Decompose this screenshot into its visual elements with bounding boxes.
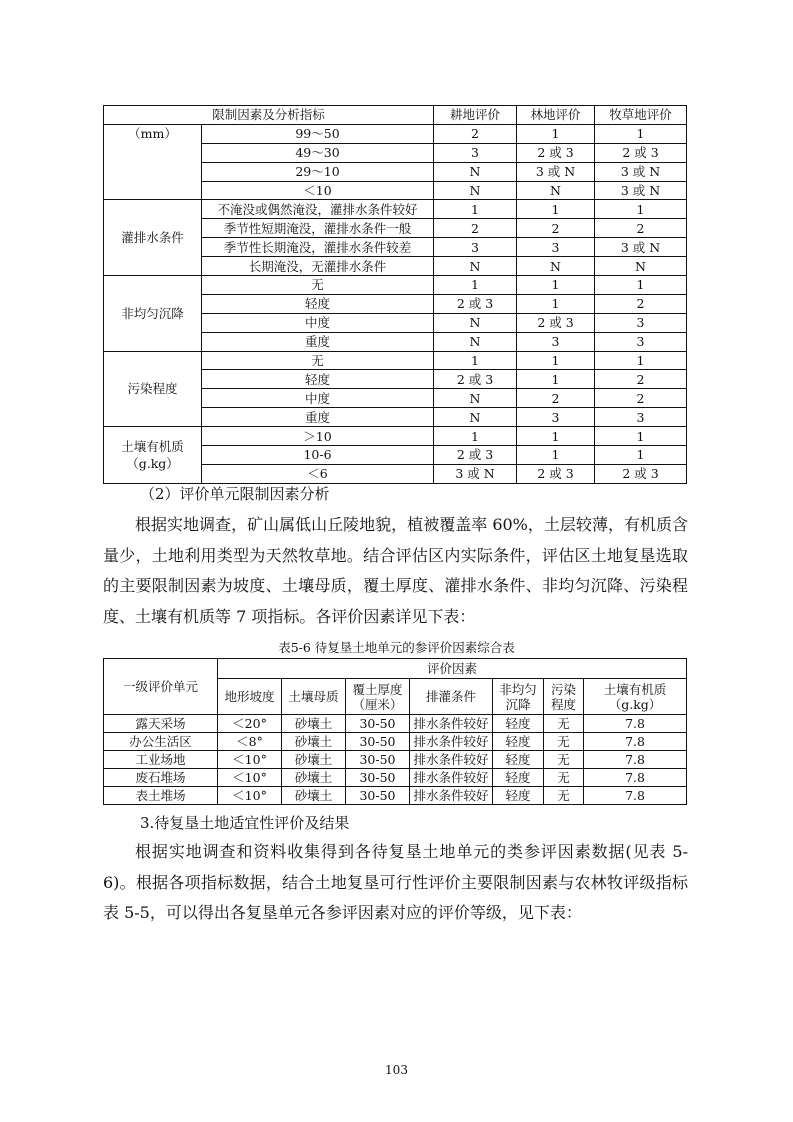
indicator-cell: 99～50 [202, 124, 434, 143]
farm-cell: 3 [434, 238, 517, 257]
parent-cell: 砂壤土 [282, 751, 346, 769]
forest-cell: 1 [517, 351, 595, 370]
unit-cell: 废石堆场 [104, 769, 218, 787]
unit-cell: 露天采场 [104, 715, 218, 733]
grass-cell: 1 [595, 200, 687, 219]
settlement-cell: 轻度 [493, 787, 544, 805]
grass-cell: 3 或 N [595, 181, 687, 200]
slope-cell: ＜20° [218, 715, 282, 733]
forest-cell: 2 [517, 219, 595, 238]
cover-cell: 30-50 [346, 715, 410, 733]
farm-cell: N [434, 162, 517, 181]
forest-cell: 2 或 3 [517, 143, 595, 162]
farm-cell: 3 或 N [434, 464, 517, 483]
forest-cell: 3 或 N [517, 162, 595, 181]
indicator-cell: 轻度 [202, 294, 434, 313]
farm-cell: 2 [434, 219, 517, 238]
grass-cell: 3 [595, 408, 687, 427]
cover-cell: 30-50 [346, 769, 410, 787]
header-irrigation: 排灌条件 [410, 679, 493, 715]
settlement-cell: 轻度 [493, 733, 544, 751]
factor-organic [104, 427, 202, 484]
pollution-cell: 无 [544, 715, 584, 733]
paragraph-analysis: 根据实地调查，矿山属低山丘陵地貌，植被覆盖率 60%，土层较薄，有机质含量少，土地利用类型为天然牧草地。结合评估区内实际条件，评估区土地复垦选取的主要限制因素为坡度、土壤母质，覆土厚度、灌排水条件、非均匀沉降、污染程度、土壤有机质等 7 项指标。各评价因素详见下表： [103, 515, 688, 626]
header-forest: 林地评价 [517, 106, 595, 125]
indicator-cell: 季节性短期淹没，灌排水条件一般 [202, 219, 434, 238]
forest-cell: 3 [517, 238, 595, 257]
header-factors-group: 评价因素 [218, 659, 687, 679]
grass-cell: 3 或 N [595, 238, 687, 257]
indicator-cell: ＜6 [202, 464, 434, 483]
organic-cell: 7.8 [584, 769, 687, 787]
settlement-cell: 轻度 [493, 751, 544, 769]
parent-cell: 砂壤土 [282, 787, 346, 805]
forest-cell: 1 [517, 294, 595, 313]
grass-cell: 1 [595, 276, 687, 295]
forest-cell: 1 [517, 276, 595, 295]
farm-cell: N [434, 257, 517, 276]
factor-organic-line2: （g.kg） [126, 455, 179, 471]
irrigation-cell: 排水条件较好 [410, 733, 493, 751]
farm-cell: 1 [434, 200, 517, 219]
header-settlement [493, 679, 544, 715]
table-row [104, 276, 687, 295]
grass-cell: 2 [595, 219, 687, 238]
pollution-cell: 无 [544, 787, 584, 805]
indicator-cell: 不淹没或偶然淹没，灌排水条件较好 [202, 200, 434, 219]
farm-cell: 2 或 3 [434, 446, 517, 465]
factor-pollution: 污染程度 [104, 351, 202, 427]
grass-cell: 2 [595, 294, 687, 313]
organic-cell: 7.8 [584, 715, 687, 733]
irrigation-cell: 排水条件较好 [410, 769, 493, 787]
organic-cell: 7.8 [584, 787, 687, 805]
header-grass: 牧草地评价 [595, 106, 687, 125]
farm-cell: 1 [434, 351, 517, 370]
farm-cell: 3 [434, 143, 517, 162]
forest-cell: 2 [517, 389, 595, 408]
farm-cell: N [434, 408, 517, 427]
indicator-cell: 重度 [202, 332, 434, 351]
parent-cell: 砂壤土 [282, 733, 346, 751]
forest-cell: 1 [517, 427, 595, 446]
cover-cell: 30-50 [346, 733, 410, 751]
forest-cell: 2 或 3 [517, 313, 595, 332]
indicator-cell: ＞10 [202, 427, 434, 446]
irrigation-cell: 排水条件较好 [410, 715, 493, 733]
table-row [104, 200, 687, 219]
section-3-heading: 3.待复垦土地适宜性评价及结果 [140, 814, 350, 832]
farm-cell: 2 或 3 [434, 370, 517, 389]
section-2-heading: （2）评价单元限制因素分析 [140, 485, 330, 503]
table-row [104, 715, 687, 733]
limiting-factors-table [103, 105, 687, 484]
indicator-cell: 49～30 [202, 143, 434, 162]
table-caption: 表5-6 待复垦土地单元的参评价因素综合表 [278, 640, 515, 655]
forest-cell: 3 [517, 332, 595, 351]
indicator-cell: ＜10 [202, 181, 434, 200]
table-row [104, 124, 687, 143]
table-row [104, 733, 687, 751]
paragraph-results: 根据实地调查和资料收集得到各待复垦土地单元的类参评因素数据(见表 5-6)。根据各项指标数据，结合土地复垦可行性评价主要限制因素与农林牧评级指标表 5-5，可以得出各复垦单元各参评因素对应的评价等级，见下表： [103, 842, 688, 922]
header-organic-line2: （g.kg） [608, 696, 662, 712]
header-unit: 一级评价单元 [104, 659, 218, 715]
table-header-row [104, 106, 687, 125]
header-organic [584, 679, 687, 715]
farm-cell: 2 [434, 124, 517, 143]
header-parent: 土壤母质 [282, 679, 346, 715]
header-cover-line1: 覆土厚度 [352, 681, 403, 697]
table-header-row [104, 659, 687, 679]
indicator-cell: 10-6 [202, 446, 434, 465]
factor-organic-line1: 土壤有机质 [121, 438, 184, 454]
farm-cell: N [434, 389, 517, 408]
slope-cell: ＜10° [218, 769, 282, 787]
table-row [104, 751, 687, 769]
grass-cell: 1 [595, 427, 687, 446]
header-pollution-line1: 污染 [550, 681, 576, 697]
organic-cell: 7.8 [584, 751, 687, 769]
forest-cell: N [517, 257, 595, 276]
header-pollution-line2: 程度 [550, 696, 576, 712]
grass-cell: 3 或 N [595, 162, 687, 181]
grass-cell: 1 [595, 351, 687, 370]
grass-cell: 2 或 3 [595, 143, 687, 162]
indicator-cell: 季节性长期淹没，灌排水条件较差 [202, 238, 434, 257]
irrigation-cell: 排水条件较好 [410, 751, 493, 769]
grass-cell: 3 [595, 332, 687, 351]
forest-cell: 1 [517, 446, 595, 465]
grass-cell: N [595, 257, 687, 276]
unit-cell: 表土堆场 [104, 787, 218, 805]
header-settlement-line1: 非均匀 [499, 681, 537, 697]
indicator-cell: 无 [202, 276, 434, 295]
table-row [104, 427, 687, 446]
forest-cell: 1 [517, 370, 595, 389]
unit-cell: 工业场地 [104, 751, 218, 769]
farm-cell: 1 [434, 276, 517, 295]
grass-cell: 2 [595, 370, 687, 389]
farm-cell: N [434, 313, 517, 332]
irrigation-cell: 排水条件较好 [410, 787, 493, 805]
indicator-cell: 轻度 [202, 370, 434, 389]
slope-cell: ＜10° [218, 751, 282, 769]
factor-irrigation: 灌排水条件 [104, 200, 202, 276]
grass-cell: 2 或 3 [595, 464, 687, 483]
factor-unit-mm: （mm） [104, 124, 202, 200]
header-factor: 限制因素及分析指标 [104, 106, 434, 125]
indicator-cell: 无 [202, 351, 434, 370]
grass-cell: 2 [595, 389, 687, 408]
forest-cell: 1 [517, 124, 595, 143]
header-cover [346, 679, 410, 715]
grass-cell: 3 [595, 313, 687, 332]
pollution-cell: 无 [544, 769, 584, 787]
indicator-cell: 长期淹没，无灌排水条件 [202, 257, 434, 276]
indicator-cell: 中度 [202, 389, 434, 408]
organic-cell: 7.8 [584, 733, 687, 751]
header-farm: 耕地评价 [434, 106, 517, 125]
forest-cell: N [517, 181, 595, 200]
forest-cell: 1 [517, 200, 595, 219]
indicator-cell: 29～10 [202, 162, 434, 181]
page-number: 103 [385, 1063, 408, 1077]
pollution-cell: 无 [544, 751, 584, 769]
slope-cell: ＜8° [218, 733, 282, 751]
settlement-cell: 轻度 [493, 715, 544, 733]
settlement-cell: 轻度 [493, 769, 544, 787]
farm-cell: N [434, 181, 517, 200]
table-row [104, 351, 687, 370]
farm-cell: N [434, 332, 517, 351]
header-organic-line1: 土壤有机质 [603, 681, 667, 697]
parent-cell: 砂壤土 [282, 769, 346, 787]
grass-cell: 1 [595, 446, 687, 465]
farm-cell: 2 或 3 [434, 294, 517, 313]
cover-cell: 30-50 [346, 751, 410, 769]
unit-cell: 办公生活区 [104, 733, 218, 751]
cover-cell: 30-50 [346, 787, 410, 805]
header-pollution [544, 679, 584, 715]
forest-cell: 2 或 3 [517, 464, 595, 483]
farm-cell: 1 [434, 427, 517, 446]
header-cover-line2: （厘米） [352, 696, 403, 712]
header-slope: 地形坡度 [218, 679, 282, 715]
grass-cell: 1 [595, 124, 687, 143]
indicator-cell: 重度 [202, 408, 434, 427]
table-row [104, 787, 687, 805]
unit-factor-table [103, 658, 687, 805]
slope-cell: ＜10° [218, 787, 282, 805]
table-row [104, 769, 687, 787]
factor-settlement: 非均匀沉降 [104, 276, 202, 352]
pollution-cell: 无 [544, 733, 584, 751]
header-settlement-line2: 沉降 [505, 696, 531, 712]
parent-cell: 砂壤土 [282, 715, 346, 733]
forest-cell: 3 [517, 408, 595, 427]
indicator-cell: 中度 [202, 313, 434, 332]
